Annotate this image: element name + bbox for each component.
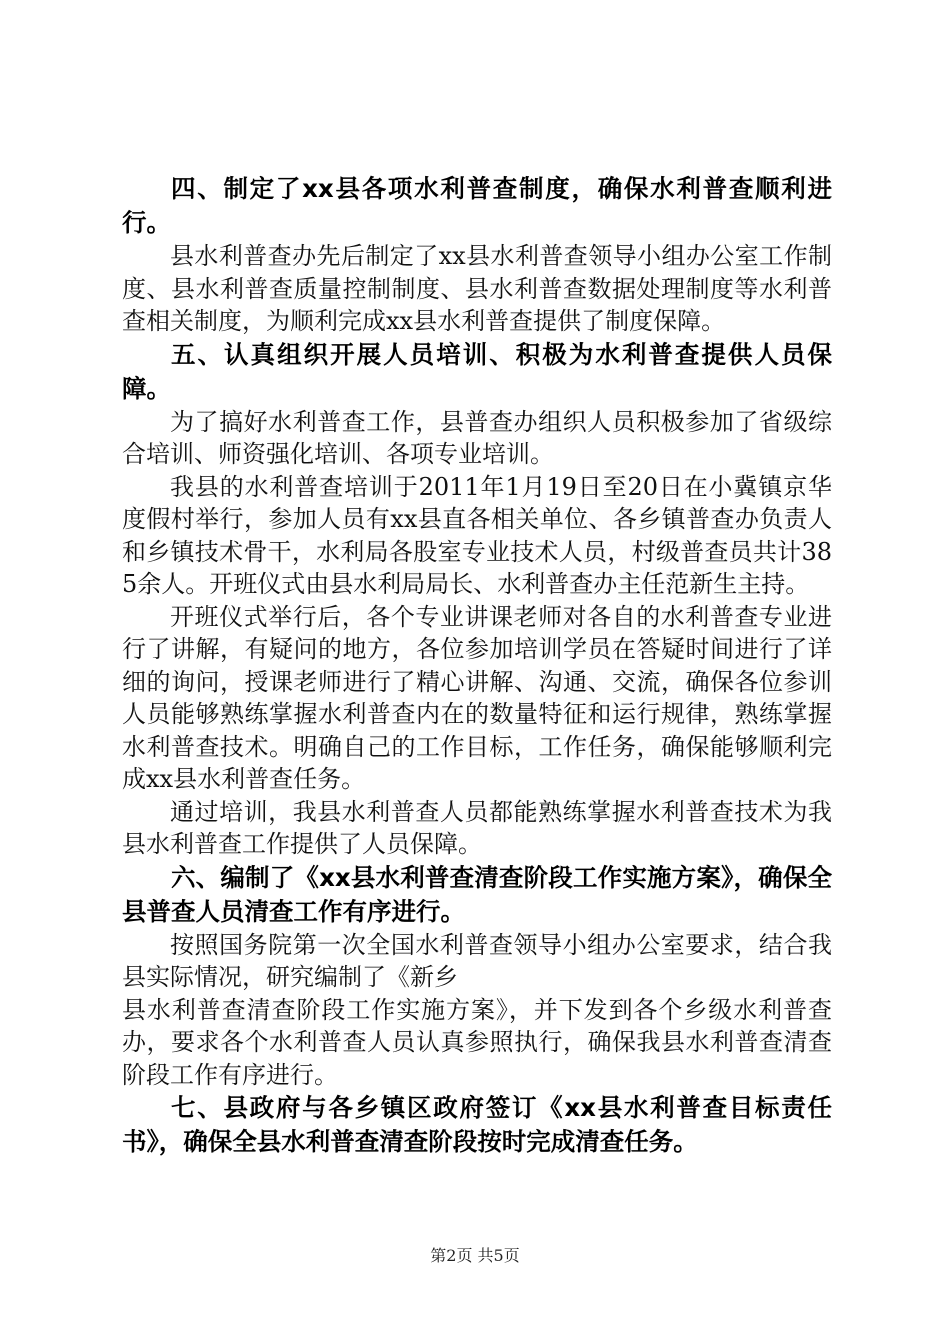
document-body	[122, 172, 832, 1159]
body-paragraph: 县水利普查办先后制定了xx县水利普查领导小组办公室工作制度、县水利普查质量控制制度、县水利普查数据处理制度等水利普查相关制度，为顺利完成xx县水利普查提供了制度保障。	[122, 242, 832, 335]
body-paragraph: 我县的水利普查培训于2011年1月19日至20日在小冀镇京华度假村举行，参加人员有xx县直各相关单位、各乡镇普查办负责人和乡镇技术骨干，水利局各股室专业技术人员，村级普查员共计385余人。开班仪式由县水利局局长、水利普查办主任范新生主持。	[122, 472, 832, 598]
body-paragraph: 为了搞好水利普查工作，县普查办组织人员积极参加了省级综合培训、师资强化培训、各项专业培训。	[122, 407, 832, 468]
section-heading-6: 六、编制了《xx县水利普查清查阶段工作实施方案》，确保全县普查人员清查工作有序进行。	[122, 862, 832, 926]
page-footer: 第2页 共5页	[430, 1246, 520, 1265]
body-paragraph: 开班仪式举行后，各个专业讲课老师对各自的水利普查专业进行了讲解，有疑问的地方，各位参加培训学员在答疑时间进行了详细的询问，授课老师进行了精心讲解、沟通、交流，确保各位参训人员能够熟练掌握水利普查内在的数量特征和运行规律，熟练掌握水利普查技术。明确自己的工作目标，工作任务，确保能够顺利完成xx县水利普查任务。	[122, 602, 832, 793]
body-paragraph: 通过培训，我县水利普查人员都能熟练掌握水利普查技术为我县水利普查工作提供了人员保障。	[122, 797, 832, 858]
section-heading-5: 五、认真组织开展人员培训、积极为水利普查提供人员保障。	[122, 339, 832, 403]
section-heading-7: 七、县政府与各乡镇区政府签订《xx县水利普查目标责任书》，确保全县水利普查清查阶段按时完成清查任务。	[122, 1093, 832, 1156]
body-paragraph-continued: 县水利普查清查阶段工作实施方案》，并下发到各个乡级水利普查办，要求各个水利普查人员认真参照执行，确保我县水利普查清查阶段工作有序进行。	[122, 995, 832, 1089]
section-heading-4: 四、制定了xx县各项水利普查制度，确保水利普查顺利进行。	[122, 174, 832, 237]
body-paragraph: 按照国务院第一次全国水利普查领导小组办公室要求，结合我县实际情况，研究编制了《新乡	[122, 930, 832, 991]
